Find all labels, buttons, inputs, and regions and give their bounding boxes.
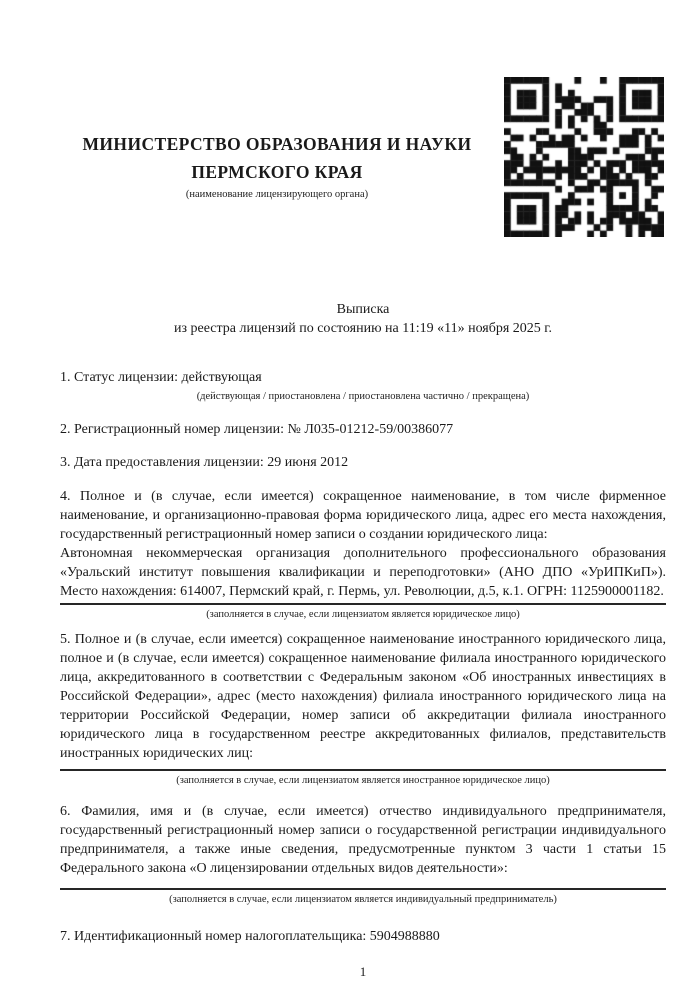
item-text: 5. Полное и (в случае, если имеется) сокращенное наименование иностранного юридического лица, полное и (в случае, если имеется) сокращенное наименование филиала иностранного юридического лица, аккредитованного в соответствии с Федеральным законом «Об иностранных инвестициях в Российской Федерации», адрес (место нахождения) филиала иностранного юридического лица на территории Российской Федерации, номер записи об аккредитации филиала иностранного юридического лица в государственном реестре аккредитованных филиалов, представительств иностранных юридических лиц: [60, 632, 666, 761]
field-caption: (заполняется в случае, если лицензиатом является юридическое лицо) [206, 609, 520, 620]
item-text: 2. Регистрационный номер лицензии: № Л035-01212-59/00386077 [60, 422, 454, 437]
qr-code-canvas [504, 77, 664, 237]
item-text: 1. Статус лицензии: действующая [60, 370, 262, 385]
item-license-status [60, 368, 666, 404]
item-text: 7. Идентификационный номер налогоплательщика: 5904988880 [60, 929, 440, 944]
extract-title-line1: Выписка [336, 302, 390, 317]
page-number: 1 [359, 964, 367, 979]
qr-code-icon [504, 77, 664, 237]
item-text: 4. Полное и (в случае, если имеется) сокращенное наименование, в том числе фирменное наименование, и организационно-правовая форма юридического лица, адрес его места нахождения, государственный регистрационный номер записи о создании юридического лица: [60, 489, 666, 542]
fill-in-line [60, 888, 666, 890]
licensing-authority-header [60, 130, 494, 202]
extract-title-line2: из реестра лицензий по состоянию на 11:19 «11» ноября 2025 г. [174, 321, 552, 336]
item-license-date [60, 453, 666, 472]
field-caption: (действующая / приостановлена / приостановлена частично / прекращена) [196, 391, 530, 402]
item-taxpayer-number [60, 927, 666, 946]
item-registration-number [60, 420, 666, 439]
item-text: 6. Фамилия, имя и (в случае, если имеется) отчество индивидуального предпринимателя, государственный регистрационный номер записи о государственной регистрации индивидуального предпринимателя, а также иные сведения, предусмотренные пунктом 3 части 1 статьи 15 Федерального закона «О лицензировании отдельных видов деятельности»: [60, 804, 666, 876]
item-value: Автономная некоммерческая организация дополнительного профессионального образования «Уральский институт повышения квалификации и переподготовки» (АНО ДПО «УрИПКиП»). Место нахождения: 614007, Пермский край, г. Пермь, ул. Революции, д.5, к.1. ОГРН: 1125900001182. [60, 546, 666, 599]
ministry-name-line1: МИНИСТЕРСТВО ОБРАЗОВАНИЯ И НАУКИ [82, 134, 472, 154]
field-caption: (заполняется в случае, если лицензиатом является иностранное юридическое лицо) [176, 775, 550, 786]
fill-in-line [60, 769, 666, 771]
license-items [60, 368, 666, 946]
item-individual-entrepreneur [60, 802, 666, 907]
extract-title [60, 300, 666, 338]
ministry-caption: (наименование лицензирующего органа) [185, 189, 369, 200]
item-foreign-entity [60, 630, 666, 788]
ministry-name-line2: ПЕРМСКОГО КРАЯ [191, 162, 363, 182]
item-legal-entity [60, 487, 666, 622]
fill-in-line [60, 603, 666, 605]
item-text: 3. Дата предоставления лицензии: 29 июня 2012 [60, 455, 349, 470]
field-caption: (заполняется в случае, если лицензиатом является индивидуальный предприниматель) [169, 894, 557, 905]
